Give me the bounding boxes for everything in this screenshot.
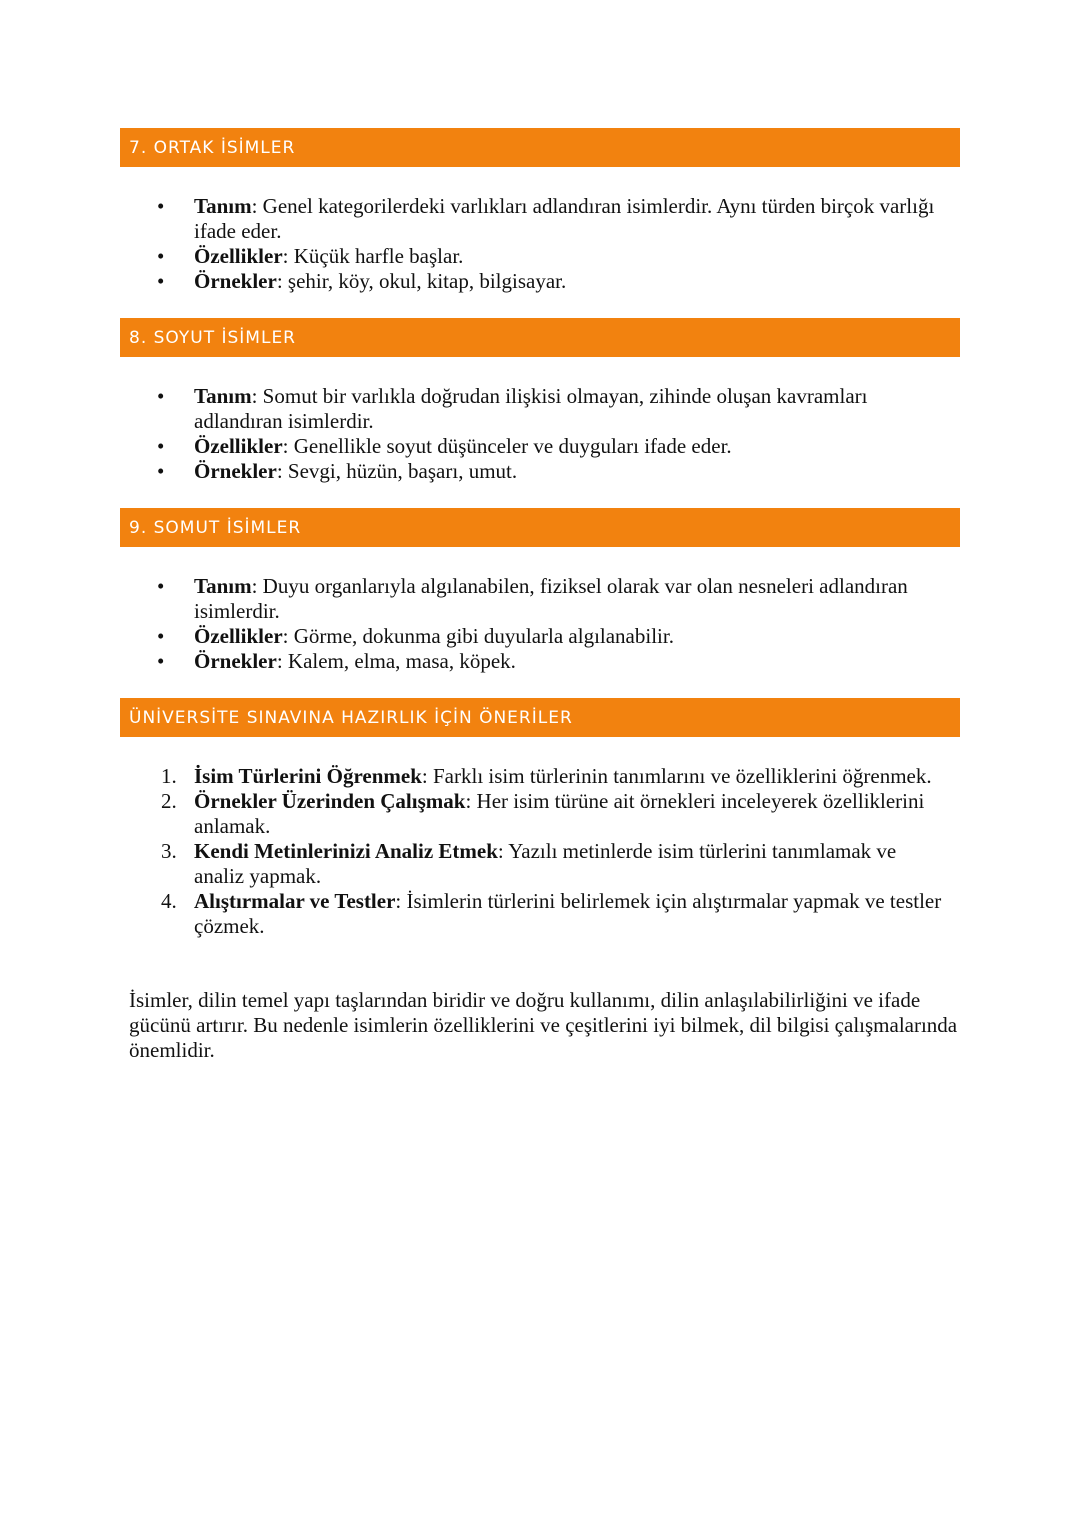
item-label: Kendi Metinlerinizi Analiz Etmek	[194, 839, 498, 863]
list-item	[148, 459, 948, 484]
item-label: Alıştırmalar ve Testler	[194, 889, 396, 913]
bullet-icon: •	[157, 384, 165, 408]
list-item	[148, 434, 948, 459]
item-label: Özellikler	[194, 624, 283, 648]
section-header-sinav-onerileri	[120, 698, 960, 737]
bullet-icon: •	[157, 649, 165, 673]
item-number: 2.	[161, 789, 177, 813]
conclusion-paragraph: İsimler, dilin temel yapı taşlarından biridir ve doğru kullanımı, dilin anlaşılabilirliğini ve ifade gücünü artırır. Bu nedenle isimlerin özelliklerini ve çeşitlerini iyi bilmek, dil bilgisi çalışmalarında önemlidir.	[129, 988, 958, 1062]
section-header-somut-isimler	[120, 508, 960, 547]
item-label: Özellikler	[194, 244, 283, 268]
bullet-icon: •	[157, 434, 165, 458]
section-title: 9. SOMUT İSİMLER	[129, 517, 302, 538]
item-text: : Her isim türüne ait örnekleri inceleyerek özelliklerini anlamak.	[194, 789, 925, 838]
bullet-icon: •	[157, 269, 165, 293]
item-label: Örnekler	[194, 459, 277, 483]
item-text: : Genel kategorilerdeki varlıkları adlandıran isimlerdir. Aynı türden birçok varlığı ifade eder.	[194, 194, 935, 243]
section-header-soyut-isimler	[120, 318, 960, 357]
numbered-list-sinav-onerileri	[148, 764, 948, 939]
bullet-list-somut-isimler	[148, 574, 948, 674]
section-header-ortak-isimler	[120, 128, 960, 167]
item-text: : Sevgi, hüzün, başarı, umut.	[276, 459, 518, 483]
item-text: : İsimlerin türlerini belirlemek için alıştırmalar yapmak ve testler çözmek.	[194, 889, 942, 938]
list-item	[148, 574, 948, 624]
item-label: Örnekler	[194, 649, 277, 673]
list-item	[148, 764, 948, 789]
bullet-icon: •	[157, 244, 165, 268]
item-text: : Kalem, elma, masa, köpek.	[276, 649, 516, 673]
list-item	[148, 269, 948, 294]
item-text: : Genellikle soyut düşünceler ve duyguları ifade eder.	[282, 434, 732, 458]
item-label: Tanım	[194, 384, 252, 408]
bullet-list-ortak-isimler	[148, 194, 948, 294]
section-title: 7. ORTAK İSİMLER	[129, 137, 296, 158]
item-text: : Görme, dokunma gibi duyularla algılanabilir.	[282, 624, 674, 648]
bullet-list-soyut-isimler	[148, 384, 948, 484]
item-label: İsim Türlerini Öğrenmek	[194, 764, 422, 788]
bullet-icon: •	[157, 459, 165, 483]
list-item	[148, 384, 948, 434]
item-text: : Duyu organlarıyla algılanabilen, fiziksel olarak var olan nesneleri adlandıran isimlerdir.	[194, 574, 908, 623]
list-item	[148, 789, 948, 839]
item-label: Tanım	[194, 574, 252, 598]
item-number: 4.	[161, 889, 177, 913]
item-text: : Yazılı metinlerde isim türlerini tanımlamak ve analiz yapmak.	[194, 839, 897, 888]
item-label: Tanım	[194, 194, 252, 218]
item-text: : Farklı isim türlerinin tanımlarını ve özelliklerini öğrenmek.	[421, 764, 932, 788]
item-text: : şehir, köy, okul, kitap, bilgisayar.	[276, 269, 567, 293]
item-text: : Küçük harfle başlar.	[282, 244, 464, 268]
item-label: Özellikler	[194, 434, 283, 458]
list-item	[148, 649, 948, 674]
section-title: ÜNİVERSİTE SINAVINA HAZIRLIK İÇİN ÖNERİLER	[129, 707, 573, 728]
list-item	[148, 889, 948, 939]
bullet-icon: •	[157, 624, 165, 648]
list-item	[148, 624, 948, 649]
item-text: : Somut bir varlıkla doğrudan ilişkisi olmayan, zihinde oluşan kavramları adlandıran isimlerdir.	[194, 384, 868, 433]
list-item	[148, 194, 948, 244]
list-item	[148, 244, 948, 269]
bullet-icon: •	[157, 574, 165, 598]
item-label: Örnekler Üzerinden Çalışmak	[194, 789, 466, 813]
list-item	[148, 839, 948, 889]
bullet-icon: •	[157, 194, 165, 218]
item-number: 1.	[161, 764, 177, 788]
item-label: Örnekler	[194, 269, 277, 293]
item-number: 3.	[161, 839, 177, 863]
section-title: 8. SOYUT İSİMLER	[129, 327, 296, 348]
